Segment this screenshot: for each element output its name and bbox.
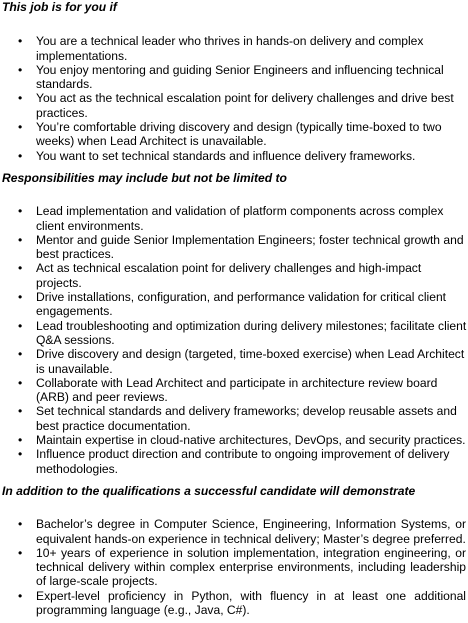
section-heading-qualifications: In addition to the qualifications a successful candidate will demonstrate <box>2 483 416 498</box>
list-item: • You want to set technical standards and influence delivery frameworks. <box>2 149 468 163</box>
list-item: • Bachelor’s degree in Computer Science, Engineering, Information Systems, or equivalent hands-on experience in technical delivery; Master’s degree preferred. <box>2 517 466 546</box>
list-item: • Influence product direction and contribute to ongoing improvement of delivery methodologies. <box>2 447 468 476</box>
list-item: • Set technical standards and delivery frameworks; develop reusable assets and best practice documentation. <box>2 404 468 433</box>
list-item: • Lead implementation and validation of platform components across complex client environments. <box>2 204 468 233</box>
section-heading-job-fit: This job is for you if <box>2 0 117 14</box>
responsibilities-list <box>2 204 468 476</box>
list-item: • Maintain expertise in cloud-native architectures, DevOps, and security practices. <box>2 433 468 447</box>
list-item: • Expert-level proficiency in Python, with fluency in at least one additional programming language (e.g., Java, C#). <box>2 589 466 618</box>
qualifications-list <box>2 517 468 617</box>
list-item: • Drive discovery and design (targeted, time-boxed exercise) when Lead Architect is unavailable. <box>2 347 468 376</box>
list-item: • Act as technical escalation point for delivery challenges and high-impact projects. <box>2 261 468 290</box>
list-item: • Drive installations, configuration, and performance validation for critical client engagements. <box>2 290 468 319</box>
list-item: • Lead troubleshooting and optimization during delivery milestones; facilitate client Q&A sessions. <box>2 319 468 348</box>
list-item: • 10+ years of experience in solution implementation, integration engineering, or technical delivery within complex enterprise environments, including leadership of large-scale projects. <box>2 546 466 589</box>
job-fit-list <box>2 34 468 163</box>
list-item: • You act as the technical escalation point for delivery challenges and drive best practices. <box>2 91 468 120</box>
section-heading-responsibilities: Responsibilities may include but not be limited to <box>2 170 287 185</box>
list-item: • Mentor and guide Senior Implementation Engineers; foster technical growth and best practices. <box>2 233 468 262</box>
list-item: • You’re comfortable driving discovery and design (typically time-boxed to two weeks) when Lead Architect is unavailable. <box>2 120 468 149</box>
list-item: • Collaborate with Lead Architect and participate in architecture review board (ARB) and peer reviews. <box>2 376 468 405</box>
list-item: • You are a technical leader who thrives in hands-on delivery and complex implementations. <box>2 34 468 63</box>
list-item: • You enjoy mentoring and guiding Senior Engineers and influencing technical standards. <box>2 63 468 92</box>
